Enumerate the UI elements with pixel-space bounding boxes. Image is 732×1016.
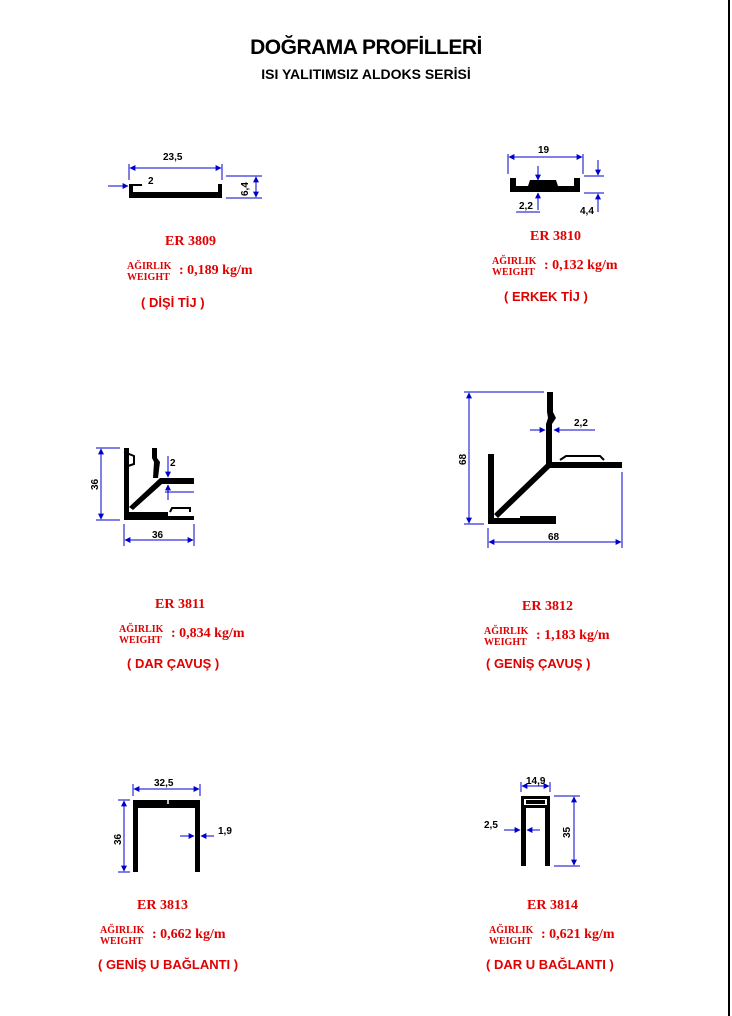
dim-er3810-height: 4,4 — [580, 206, 594, 217]
dim-er3813-thickness: 1,9 — [218, 826, 232, 837]
page-subtitle: ISI YALITIMSIZ ALDOKS SERİSİ — [261, 66, 471, 82]
profile-er3810-drawing — [508, 145, 604, 217]
dim-er3812-width: 68 — [548, 532, 560, 543]
profile-er3813-drawing — [113, 778, 232, 872]
profile-er3810-weight-label — [492, 256, 536, 278]
weight-label-tr: AĞIRLIK — [100, 925, 145, 936]
profile-er3814-drawing — [484, 776, 580, 866]
profile-er3810-name: ( ERKEK TİJ ) — [504, 289, 588, 304]
profile-er3811-name: ( DAR ÇAVUŞ ) — [127, 656, 220, 671]
weight-label-en: WEIGHT — [127, 272, 170, 283]
profile-er3813-name: ( GENİŞ U BAĞLANTI ) — [98, 957, 239, 972]
weight-label-tr: AĞIRLIK — [119, 624, 164, 635]
dim-er3809-height: 6,4 — [240, 182, 251, 196]
profile-er3811-drawing — [90, 448, 194, 546]
profile-er3809-name: ( DİŞİ TİJ ) — [141, 295, 205, 310]
profile-er3812-weight-label — [484, 626, 528, 648]
dim-er3810-thickness: 2,2 — [519, 201, 533, 212]
profile-er3812-drawing — [458, 392, 622, 548]
profile-er3813-weight: : 0,662 kg/m — [152, 927, 226, 942]
profile-er3814-weight: : 0,621 kg/m — [541, 927, 615, 942]
profile-er3812-weight: : 1,183 kg/m — [536, 628, 610, 643]
profile-er3809-weight: : 0,189 kg/m — [179, 263, 253, 278]
profile-er3812-name: ( GENİŞ ÇAVUŞ ) — [486, 656, 591, 671]
weight-label-en: WEIGHT — [100, 936, 143, 947]
profile-er3811-code: ER 3811 — [155, 597, 206, 612]
profile-er3814-code: ER 3814 — [527, 898, 578, 913]
weight-label-tr: AĞIRLIK — [489, 925, 534, 936]
dim-er3811-width: 36 — [152, 530, 164, 541]
dim-er3811-height: 36 — [90, 478, 101, 490]
dim-er3814-thickness: 2,5 — [484, 820, 498, 831]
profile-er3812-code: ER 3812 — [522, 599, 573, 614]
dim-er3812-height: 68 — [458, 453, 469, 465]
profile-er3814-weight-label — [489, 925, 533, 947]
dim-er3810-width: 19 — [538, 145, 550, 156]
dim-er3812-thickness: 2,2 — [574, 418, 588, 429]
dim-er3813-width: 32,5 — [154, 778, 174, 789]
page-title: DOĞRAMA PROFİLLERİ — [250, 36, 482, 59]
weight-label-tr: AĞIRLIK — [492, 256, 537, 267]
profile-er3811-weight-label — [119, 624, 163, 646]
profile-er3814-name: ( DAR U BAĞLANTI ) — [486, 957, 614, 972]
weight-label-en: WEIGHT — [119, 635, 162, 646]
dim-er3814-height: 35 — [562, 826, 573, 838]
profile-er3810-code: ER 3810 — [530, 229, 581, 244]
weight-label-en: WEIGHT — [492, 267, 535, 278]
profile-er3809-weight-label — [127, 261, 171, 283]
profile-er3809-drawing — [108, 152, 262, 198]
dim-er3809-thickness: 2 — [148, 176, 154, 187]
dim-er3813-height: 36 — [113, 833, 124, 845]
dim-er3811-thickness: 2 — [170, 458, 176, 469]
profile-er3809-code: ER 3809 — [165, 234, 216, 249]
profile-er3813-weight-label — [100, 925, 144, 947]
weight-label-tr: AĞIRLIK — [127, 261, 172, 272]
profile-er3810-weight: : 0,132 kg/m — [544, 258, 618, 273]
dim-er3809-width: 23,5 — [163, 152, 183, 163]
dim-er3814-width: 14,9 — [526, 776, 546, 787]
profile-er3811-weight: : 0,834 kg/m — [171, 626, 245, 641]
profile-er3813-code: ER 3813 — [137, 898, 188, 913]
weight-label-en: WEIGHT — [484, 637, 527, 648]
weight-label-en: WEIGHT — [489, 936, 532, 947]
weight-label-tr: AĞIRLIK — [484, 626, 529, 637]
